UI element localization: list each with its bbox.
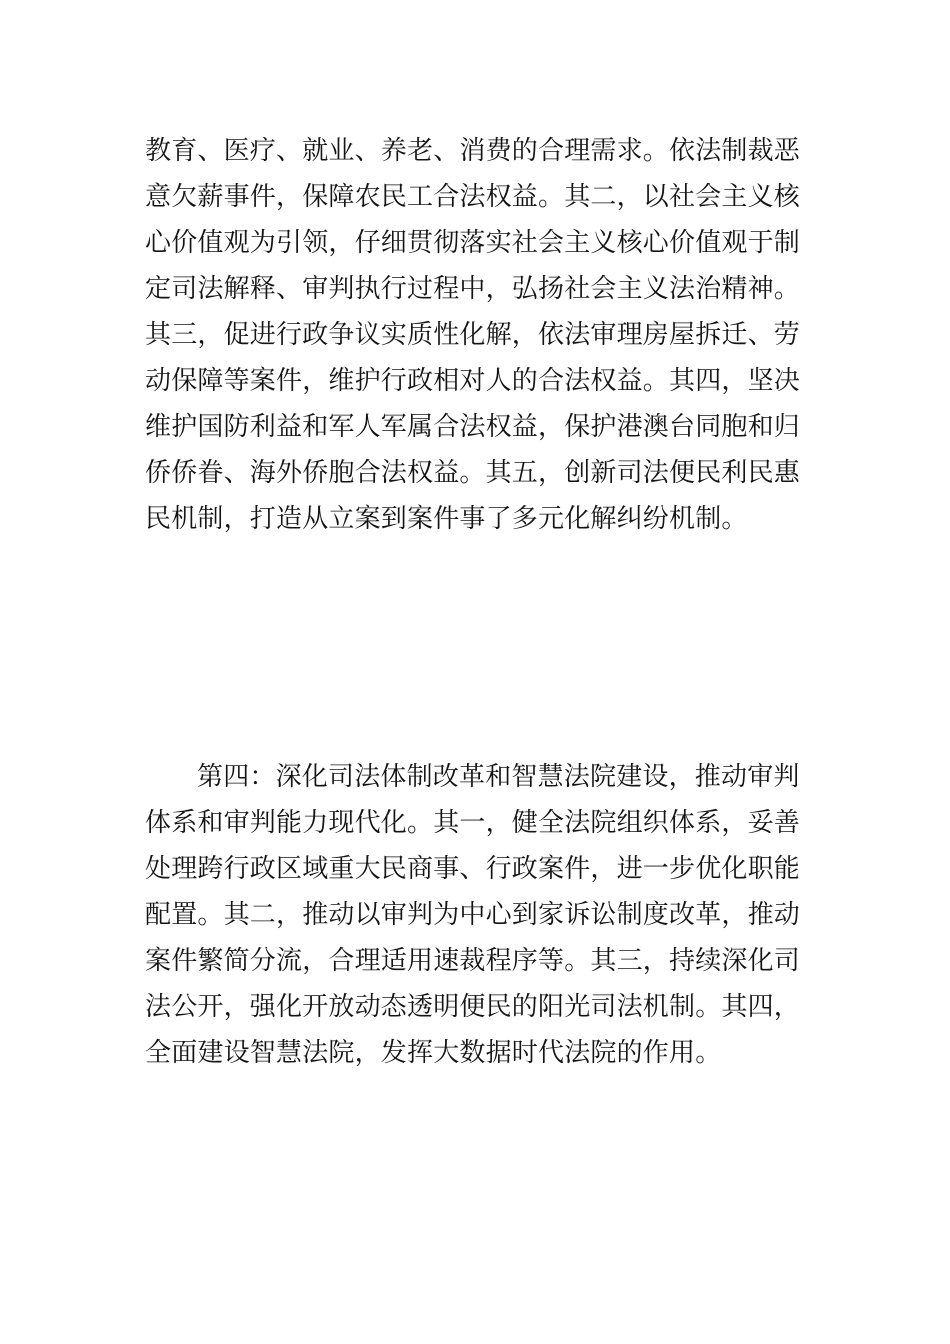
- paragraph-line: 民机制，打造从立案到案件事了多元化解纠纷机制。: [145, 504, 748, 534]
- paragraph-line: 侨侨眷、海外侨胞合法权益。其五，创新司法便民利民惠: [145, 458, 801, 488]
- paragraph-line: 心价值观为引领，仔细贯彻落实社会主义核心价值观于制: [145, 228, 801, 258]
- paragraph-line: 其三，促进行政争议实质性化解，依法审理房屋拆迁、劳: [145, 320, 801, 350]
- paragraph-line: 教育、医疗、就业、养老、消费的合理需求。依法制裁恶: [145, 136, 801, 166]
- paragraph-line: 体系和审判能力现代化。其一，健全法院组织体系，妥善: [145, 808, 801, 838]
- paragraph-line: 第四：深化司法体制改革和智慧法院建设，推动审判: [197, 762, 800, 792]
- paragraph-line: 配置。其二，推动以审判为中心到家诉讼制度改革，推动: [145, 900, 801, 930]
- paragraph-line: 法公开，强化开放动态透明便民的阳光司法机制。其四，: [145, 992, 801, 1022]
- paragraph-line: 全面建设智慧法院，发挥大数据时代法院的作用。: [145, 1038, 722, 1068]
- paragraph-line: 案件繁简分流，合理适用速裁程序等。其三，持续深化司: [145, 946, 801, 976]
- paragraph-line: 维护国防利益和军人军属合法权益，保护港澳台同胞和归: [145, 412, 801, 442]
- paragraph-line: 意欠薪事件，保障农民工合法权益。其二，以社会主义核: [145, 182, 801, 212]
- paragraph-line: 处理跨行政区域重大民商事、行政案件，进一步优化职能: [145, 854, 801, 884]
- paragraph-line: 定司法解释、审判执行过程中，弘扬社会主义法治精神。: [145, 274, 801, 304]
- paragraph-line: 动保障等案件，维护行政相对人的合法权益。其四，坚决: [145, 366, 801, 396]
